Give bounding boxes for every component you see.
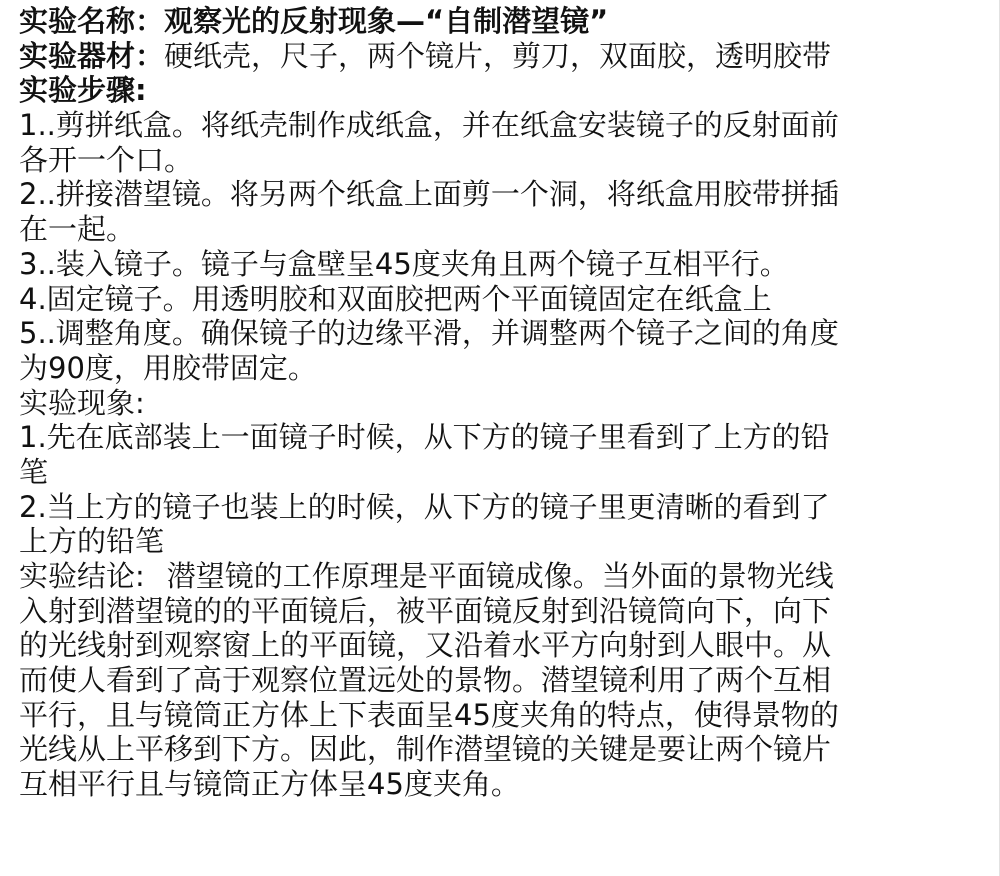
steps-heading: 实验步骤: — [19, 73, 147, 108]
conclusion-text: 潜望镜的工作原理是平面镜成像。当外面的景物光线 — [166, 559, 834, 593]
conclusion-line: 光线从上平移到下方。因此，制作潜望镜的关键是要让两个镜片 — [19, 732, 832, 767]
phenomena-heading: 实验现象: — [19, 385, 145, 420]
materials-label: 实验器材： — [19, 38, 165, 73]
title-label: 实验名称： — [19, 4, 165, 38]
conclusion-line: 平行，且与镜筒正方体上下表面呈45度夹角的特点，使得景物的 — [19, 697, 839, 732]
conclusion-heading: 实验结论: — [19, 559, 145, 593]
phenomena-line: 1.先在底部装上一面镜子时候，从下方的镜子里看到了上方的铅 — [19, 420, 830, 455]
steps-line: 5..调整角度。确保镜子的边缘平滑，并调整两个镜子之间的角度 — [19, 316, 839, 351]
conclusion-line: 互相平行且与镜筒正方体呈45度夹角。 — [19, 767, 520, 802]
materials-line — [19, 39, 1000, 74]
phenomena-line: 笔 — [19, 454, 49, 489]
title-line — [19, 4, 1000, 39]
title-value: 观察光的反射现象—“自制潜望镜” — [164, 4, 609, 38]
steps-line: 为90度，用胶带固定。 — [19, 350, 317, 385]
experiment-report — [19, 4, 1000, 802]
steps-line: 各开一个口。 — [19, 142, 194, 177]
steps-line: 4.固定镜子。用透明胶和双面胶把两个平面镜固定在纸盒上 — [19, 281, 772, 316]
conclusion-line: 的光线射到观察窗上的平面镜，又沿着水平方向射到人眼中。从 — [19, 628, 832, 663]
steps-line: 1..剪拼纸盒。将纸壳制作成纸盒，并在纸盒安装镜子的反射面前 — [19, 108, 839, 143]
steps-line: 在一起。 — [19, 212, 136, 247]
conclusion-line: 而使人看到了高于观察位置远处的景物。潜望镜利用了两个互相 — [19, 663, 832, 698]
conclusion-line: 入射到潜望镜的的平面镜后，被平面镜反射到沿镜筒向下，向下 — [19, 593, 832, 628]
phenomena-line: 2.当上方的镜子也装上的时候，从下方的镜子里更清晰的看到了 — [19, 489, 830, 524]
steps-line: 3..装入镜子。镜子与盒壁呈45度夹角且两个镜子互相平行。 — [19, 246, 789, 281]
phenomena-line: 上方的铅笔 — [19, 524, 165, 559]
materials-value: 硬纸壳，尺子，两个镜片，剪刀，双面胶，透明胶带 — [164, 38, 832, 73]
conclusion-first-line — [19, 559, 1000, 594]
steps-line: 2..拼接潜望镜。将另两个纸盒上面剪一个洞，将纸盒用胶带拼插 — [19, 177, 839, 212]
